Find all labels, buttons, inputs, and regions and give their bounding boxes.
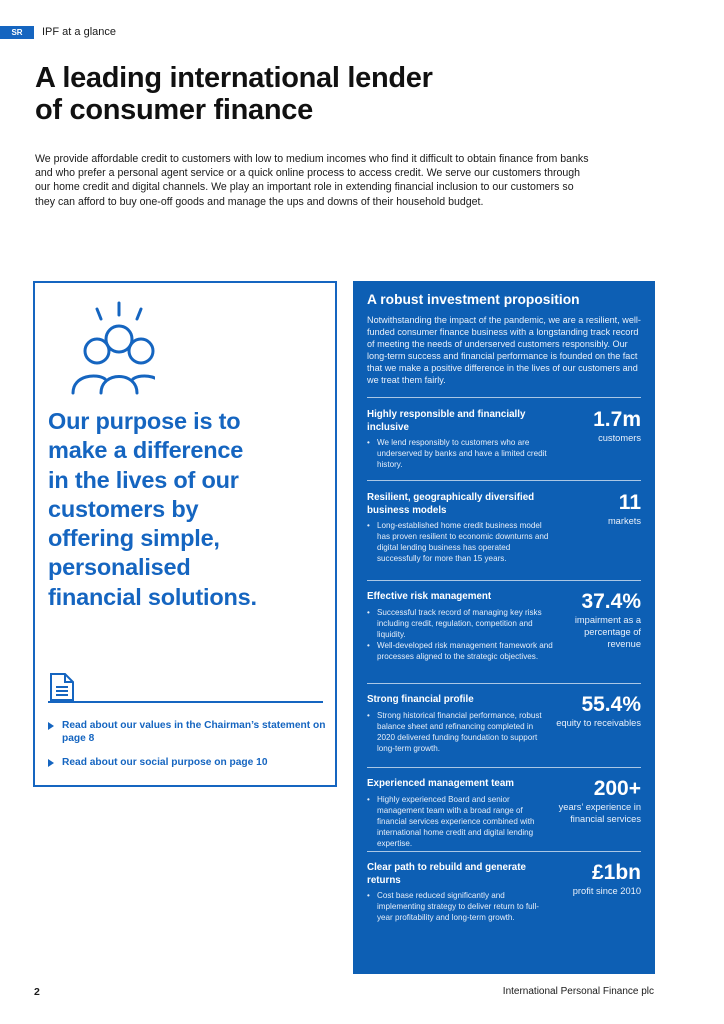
proposition-item bbox=[367, 683, 641, 767]
item-stat-label: profit since 2010 bbox=[572, 886, 641, 897]
purpose-line: in the lives of our bbox=[48, 466, 239, 493]
arrow-right-icon bbox=[48, 759, 54, 767]
section-tag: SR bbox=[0, 26, 34, 39]
item-stat: 1.7m bbox=[593, 408, 641, 432]
item-title: Strong financial profile bbox=[367, 694, 474, 706]
purpose-line: offering simple, bbox=[48, 525, 220, 552]
item-stat-label: customers bbox=[598, 433, 641, 444]
proposition-item bbox=[367, 851, 641, 935]
item-bullet: • Well-developed risk management framework and processes aligned to the strategic objectives. bbox=[367, 640, 553, 662]
item-title: Experienced management team bbox=[367, 778, 515, 790]
proposition-heading: A robust investment proposition bbox=[367, 292, 580, 307]
item-bullet: • Highly experienced Board and senior management team with a broad range of financial services experience combined with international home credit and digital lending expertise. bbox=[367, 794, 553, 849]
purpose-line: customers by bbox=[48, 495, 199, 522]
proposition-item bbox=[367, 580, 641, 683]
proposition-item bbox=[367, 767, 641, 851]
link-label[interactable]: Read about our values in the Chairman’s statement on page 8 bbox=[62, 720, 326, 745]
item-bullet: • Long-established home credit business model has proven resilient to economic downturns and digital lending business has operated successfully for more than 15 years. bbox=[367, 520, 553, 564]
title-line-1: A leading international lender bbox=[35, 62, 433, 94]
purpose-line: Our purpose is to bbox=[48, 408, 241, 434]
item-title: Effective risk management bbox=[367, 591, 492, 603]
investment-proposition-panel bbox=[353, 281, 655, 974]
link-chairmans-statement[interactable] bbox=[48, 719, 338, 745]
item-stat-label: markets bbox=[607, 516, 641, 527]
item-bullet: • Strong historical financial performance, robust balance sheet and refinancing completed in 2020 delivered funding foundation to support long-term growth. bbox=[367, 710, 553, 754]
page-number: 2 bbox=[34, 986, 40, 998]
link-social-purpose[interactable] bbox=[48, 756, 338, 769]
item-stat: £1bn bbox=[591, 861, 641, 885]
proposition-item bbox=[367, 397, 641, 480]
purpose-line: financial solutions. bbox=[48, 583, 257, 610]
arrow-right-icon bbox=[48, 722, 54, 730]
purpose-line: personalised bbox=[48, 554, 191, 581]
purpose-card bbox=[33, 281, 337, 787]
proposition-item bbox=[367, 480, 641, 580]
item-bullet: • Successful track record of managing key risks including credit, regulation, competition and liquidity. bbox=[367, 607, 553, 640]
item-title: Highly responsible and financially inclusive bbox=[367, 409, 526, 433]
document-icon bbox=[49, 672, 75, 702]
item-stat: 11 bbox=[618, 491, 641, 515]
item-stat-label: equity to receivables bbox=[556, 718, 641, 729]
item-stat-label: years’ experience in financial services bbox=[558, 802, 641, 825]
link-label[interactable]: Read about our social purpose on page 10 bbox=[62, 757, 268, 769]
item-stat: 37.4% bbox=[581, 590, 641, 614]
item-stat: 200+ bbox=[593, 777, 641, 801]
company-name: International Personal Finance plc bbox=[502, 986, 654, 997]
divider bbox=[48, 701, 323, 703]
proposition-intro: Notwithstanding the impact of the pandemic, we are a resilient, well-funded consumer finance business with a longstanding track record of meeting the needs of underserved customers responsibly. Our long-term success and financial performance is founded on the fact that we make a positive difference in the lives of our customers and we treat them fairly. bbox=[367, 315, 641, 385]
item-bullet: • Cost base reduced significantly and implementing strategy to deliver return to full-year profitability and long-term growth. bbox=[367, 890, 553, 923]
purpose-statement bbox=[48, 407, 328, 612]
item-title: Resilient, geographically diversified business models bbox=[367, 492, 535, 516]
item-bullet: • We lend responsibly to customers who are underserved by banks and have a limited credit history. bbox=[367, 437, 553, 470]
customers-icon bbox=[51, 293, 155, 397]
item-stat: 55.4% bbox=[581, 693, 641, 717]
purpose-line: make a difference bbox=[48, 437, 244, 464]
section-name: IPF at a glance bbox=[42, 26, 116, 38]
item-title: Clear path to rebuild and generate returns bbox=[367, 862, 526, 886]
section-header bbox=[0, 24, 116, 40]
title-line-2: of consumer finance bbox=[35, 94, 313, 126]
item-stat-label: impairment as a percentage of revenue bbox=[574, 615, 641, 650]
page-title bbox=[35, 62, 635, 126]
related-links bbox=[48, 719, 338, 781]
intro-paragraph: We provide affordable credit to customers with low to medium incomes who find it difficult to obtain finance from banks and who prefer a personal agent service or a quick online process to access credit. We serve our customers through our home credit and digital channels. We play an important role in extending financial inclusion to our customers so they can afford to buy one-off goods and manage the ups and downs of their household budget. bbox=[35, 153, 589, 208]
